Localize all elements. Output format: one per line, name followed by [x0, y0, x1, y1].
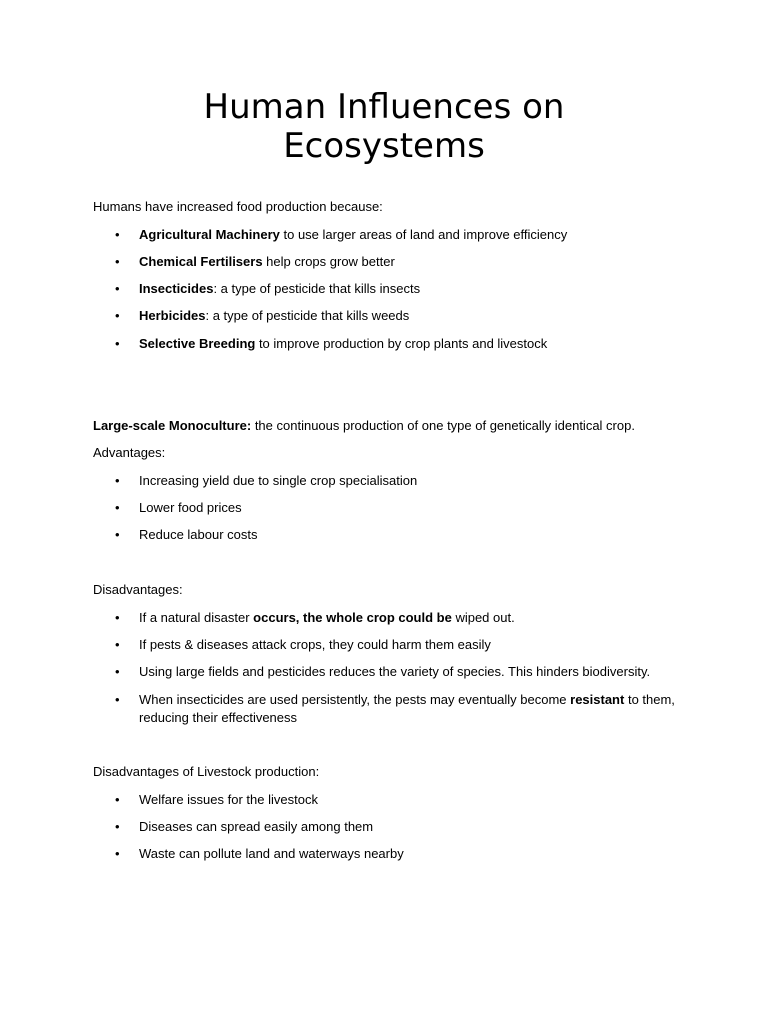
item-text: Welfare issues for the livestock	[139, 792, 318, 807]
item-text: If a natural disaster	[139, 610, 254, 625]
bullet: •	[115, 500, 120, 515]
item-text: If pests & diseases attack crops, they could harm them easily	[139, 637, 491, 652]
item-emphasis: occurs, the whole crop could be	[253, 610, 452, 625]
bullet: •	[115, 227, 120, 242]
bullet: •	[115, 610, 120, 625]
livestock-item	[115, 791, 699, 809]
bullet: •	[115, 308, 120, 323]
disadvantage-item	[115, 609, 699, 627]
item-term: Selective Breeding	[139, 336, 256, 351]
food-production-item	[115, 307, 699, 325]
item-text: When insecticides are used persistently, the pests may eventually become	[139, 692, 571, 707]
item-text: to use larger areas of land and improve efficiency	[279, 227, 568, 242]
food-production-item	[115, 253, 699, 271]
item-text: Waste can pollute land and waterways nearby	[139, 846, 404, 861]
monoculture-definition-text: the continuous production of one type of genetically identical crop.	[251, 418, 635, 433]
livestock-item	[115, 818, 699, 836]
food-production-intro: Humans have increased food production because:	[93, 199, 383, 214]
bullet: •	[115, 692, 120, 707]
item-emphasis: resistant	[570, 692, 625, 707]
document-title-line-2: Ecosystems	[283, 126, 485, 166]
item-text: : a type of pesticide that kills insects	[213, 281, 421, 296]
document-title-line-1: Human Influences on	[203, 87, 565, 127]
livestock-item	[115, 845, 699, 863]
bullet: •	[115, 527, 120, 542]
bullet: •	[115, 254, 120, 269]
bullet: •	[115, 664, 120, 679]
disadvantage-item	[115, 663, 699, 681]
food-production-item	[115, 335, 699, 353]
item-text: Using large fields and pesticides reduces the variety of species. This hinders biodiversity.	[139, 664, 651, 679]
item-text: : a type of pesticide that kills weeds	[205, 308, 410, 323]
item-term: Chemical Fertilisers	[139, 254, 263, 269]
item-text: help crops grow better	[262, 254, 395, 269]
item-text: Lower food prices	[139, 500, 242, 515]
advantage-item	[115, 526, 699, 544]
item-text-end: wiped out.	[451, 610, 515, 625]
food-production-item	[115, 226, 699, 244]
item-term: Insecticides	[139, 281, 214, 296]
bullet: •	[115, 819, 120, 834]
monoculture-term: Large-scale Monoculture:	[93, 418, 252, 433]
food-production-item	[115, 280, 699, 298]
item-term: Herbicides	[139, 308, 206, 323]
bullet: •	[115, 473, 120, 488]
monoculture-definition	[93, 417, 635, 435]
item-text: Increasing yield due to single crop specialisation	[139, 473, 418, 488]
advantage-item	[115, 499, 699, 517]
item-term: Agricultural Machinery	[139, 227, 280, 242]
item-text: to improve production by crop plants and livestock	[255, 336, 548, 351]
livestock-label: Disadvantages of Livestock production:	[93, 764, 320, 779]
bullet: •	[115, 846, 120, 861]
bullet: •	[115, 792, 120, 807]
bullet: •	[115, 637, 120, 652]
item-text-end: to them, reducing their effectiveness	[139, 692, 675, 725]
item-text: Diseases can spread easily among them	[139, 819, 374, 834]
bullet: •	[115, 281, 120, 296]
advantages-label: Advantages:	[93, 445, 166, 460]
advantage-item	[115, 472, 699, 490]
disadvantages-label: Disadvantages:	[93, 582, 183, 597]
item-text: Reduce labour costs	[139, 527, 258, 542]
disadvantage-item	[115, 691, 699, 727]
disadvantage-item	[115, 636, 699, 654]
bullet: •	[115, 336, 120, 351]
